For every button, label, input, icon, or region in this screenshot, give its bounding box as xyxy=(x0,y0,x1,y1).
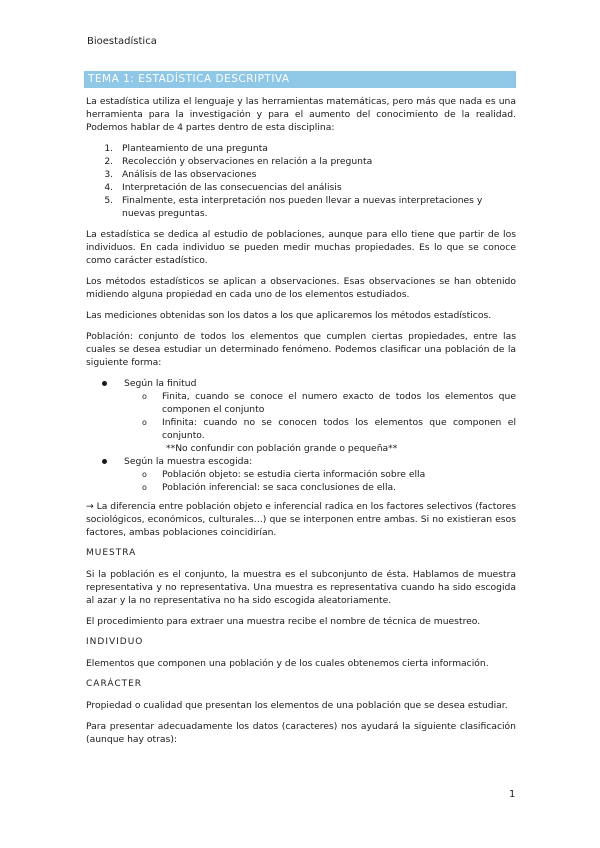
sub-list-item: o Población inferencial: se saca conclusiones de ella. xyxy=(158,481,516,494)
page-header: Bioestadística xyxy=(87,36,157,47)
list-item: 5. Finalmente, esta interpretación nos pueden llevar a nuevas interpretaciones y nuevas preguntas. xyxy=(116,194,516,220)
document-title: TEMA 1: ESTADÍSTICA DESCRIPTIVA xyxy=(88,73,290,85)
caracter-paragraph-2: Para presentar adecuadamente los datos (caracteres) nos ayudará la siguiente clasificación (aunque hay otras): xyxy=(86,721,516,745)
parts-list xyxy=(86,142,516,220)
list-item: 4. Interpretación de las consecuencias del análisis xyxy=(116,181,516,194)
methods-paragraph: Los métodos estadísticos se aplican a observaciones. Esas observaciones se han obtenido midiendo alguna propiedad en cada uno de los elementos estudiados. xyxy=(86,276,516,300)
sub-list xyxy=(124,468,516,494)
population-definition: Población: conjunto de todos los elementos que cumplen ciertas propiedades, entre las cuales se desea estudiar un determinado fenómeno. Podemos clasificar una población de la siguiente forma: xyxy=(86,331,516,368)
section-heading-individuo: INDIVIDUO xyxy=(86,637,144,647)
sub-list-item xyxy=(158,416,516,455)
sub-list xyxy=(124,390,516,455)
intro-paragraph: La estadística utiliza el lenguaje y las herramientas matemáticas, pero más que nada es una herramienta para la investigación y para el aumento del conocimiento de la realidad. Podemos hablar de 4 partes dentro de esta disciplina: xyxy=(86,96,516,133)
sub-list-item: o Población objeto: se estudia cierta información sobre ella xyxy=(158,468,516,481)
list-item: 3. Análisis de las observaciones xyxy=(116,168,516,181)
difference-paragraph: → La diferencia entre población objeto e inferencial radica en los factores selectivos (factores sociológicos, económicos, culturales…) que se interponen entre ambas. Si no existieran esos factores, ambas poblaciones coincidirían. xyxy=(86,501,516,538)
sub-item-text: Infinita: cuando no se conocen todos los elementos que componen el conjunto. xyxy=(162,417,516,441)
classification-item xyxy=(114,377,516,455)
muestra-paragraph-2: El procedimiento para extraer una muestra recibe el nombre de técnica de muestreo. xyxy=(86,616,481,627)
note-text: **No confundir con población grande o pequeña** xyxy=(166,443,398,454)
classification-label: Según la finitud xyxy=(124,378,197,389)
muestra-paragraph: Si la población es el conjunto, la muestra es el subconjunto de ésta. Hablamos de muestra representativa y no representativa. Una muestra es representativa cuando ha sido escogida al azar y la no representativa no ha sido escogida aleatoriamente. xyxy=(86,569,516,606)
list-item: 2. Recolección y observaciones en relación a la pregunta xyxy=(116,155,516,168)
title-bar xyxy=(84,71,516,88)
section-heading-caracter: CARÁCTER xyxy=(86,679,143,689)
individuo-paragraph: Elementos que componen una población y de los cuales obtenemos cierta información. xyxy=(86,658,489,669)
classification-list xyxy=(86,377,516,494)
sub-list-item: o Finita, cuando se conoce el numero exacto de todos los elementos que componen el conjunto xyxy=(158,390,516,416)
classification-label: Según la muestra escogida: xyxy=(124,456,253,467)
caracter-paragraph: Propiedad o cualidad que presentan los elementos de una población que se desea estudiar. xyxy=(86,700,508,711)
document-body xyxy=(86,95,516,754)
populations-paragraph: La estadística se dedica al estudio de poblaciones, aunque para ello tiene que partir de los individuos. En cada individuo se pueden medir muchas propiedades. Es lo que se conoce como carácter estadístico. xyxy=(86,229,516,266)
list-item: 1. Planteamiento de una pregunta xyxy=(116,142,516,155)
classification-item xyxy=(114,455,516,494)
measurements-paragraph: Las mediciones obtenidas son los datos a los que aplicaremos los métodos estadísticos. xyxy=(86,310,492,321)
section-heading-muestra: MUESTRA xyxy=(86,548,137,558)
page-number: 1 xyxy=(509,789,516,800)
